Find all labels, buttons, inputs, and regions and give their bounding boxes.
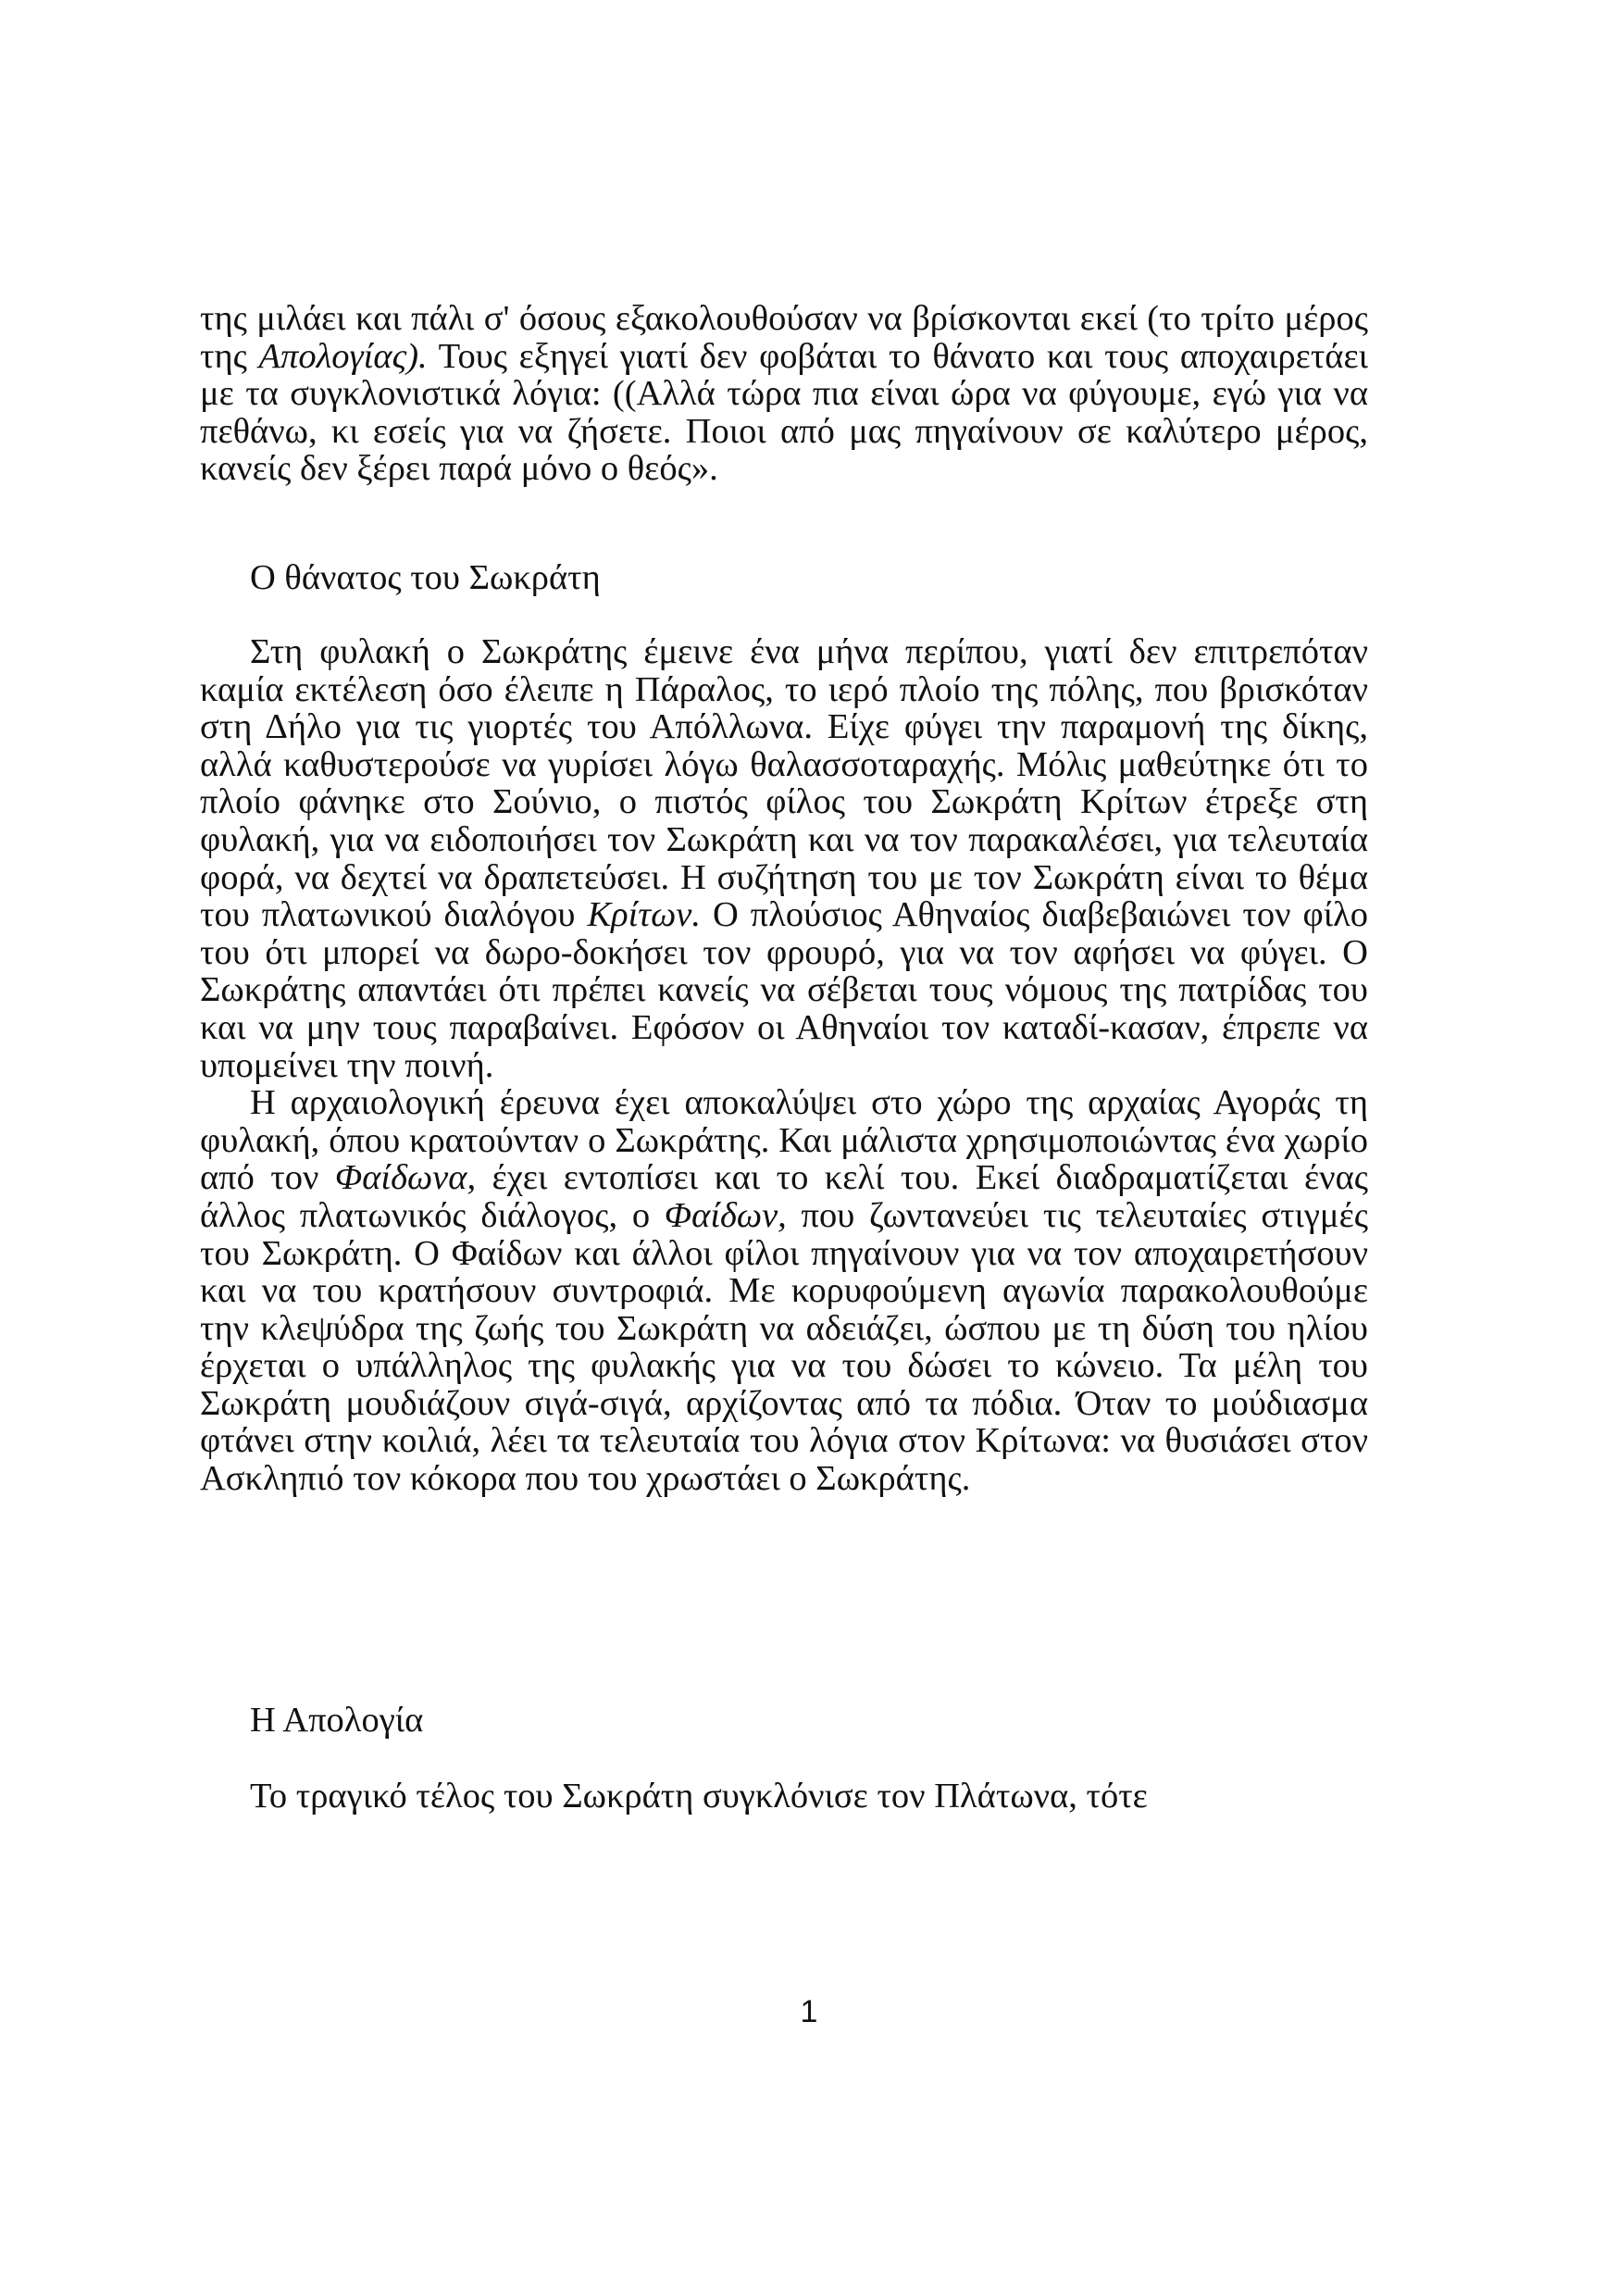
text-run: που ζωντανεύει τις τελευταίες στιγμές του Σωκράτη. Ο Φαίδων και άλλοι φίλοι πηγαίνουν για να τον αποχαιρετήσουν και να του κρατήσουν συντροφιά. Με κορυφούμενη αγωνία παρακολουθούμε την κλεψύδρα της ζωής του Σωκράτη να αδειάζει, ώσπου με τη δύση του ηλίου έρχεται ο υπάλληλος της φυλακής για να του δώσει το κώνειο. Τα μέλη του Σωκράτη μουδιάζουν σιγά-σιγά, αρχίζοντας από τα πόδια. Όταν το μούδιασμα φτάνει στην κοιλιά, λέει τα τελευταία του λόγια στον Κρίτωνα: να θυσιάσει στον Ασκληπιό τον κόκορα που του χρωστάει ο Σωκράτης. (200, 1195, 1368, 1499)
italic-title-phaedo: Φαίδων, (664, 1195, 787, 1235)
paragraph-archaeology (200, 1084, 1368, 1498)
text-run: Ο πλούσιος Αθηναίος διαβεβαιώνει τον φίλο του ότι μπορεί να δωρο-δοκήσει τον φρουρό, για να τον αφήσει να φύγει. Ο Σωκράτης απαντάει ότι πρέπει κανείς να σέβεται τους νόμους της πατρίδας του και να μην τους παραβαίνει. Εφόσον οι Αθηναίοι τον καταδί-κασαν, έπρεπε να υπομείνει την ποινή. (200, 895, 1368, 1085)
text-run: της μιλάει και πάλι σ' όσους εξακολουθούσαν να βρίσκονται εκεί (το τρίτο μέρος της (200, 299, 1368, 376)
section-body-death-of-socrates (200, 633, 1368, 1498)
italic-title-apologia: Απολογίας). (258, 336, 428, 376)
paragraph-prison (200, 633, 1368, 1084)
page-number: 1 (800, 1994, 818, 2029)
text-run: Η αρχαιολογική έρευνα έχει αποκαλύψει στο χώρο της αρχαίας Αγοράς τη φυλακή, όπου κρατούνταν ο Σωκράτης. Και μάλιστα χρησιμοποιώντας ένα χωρίο από τον (200, 1083, 1368, 1198)
paragraph-apology-farewell (200, 300, 1368, 488)
italic-title-phaedo-acc: Φαίδωνα, (334, 1158, 477, 1198)
text-run: Στη φυλακή ο Σωκράτης έμεινε ένα μήνα περίπου, γιατί δεν επιτρεπόταν καμία εκτέλεση όσο έλειπε η Πάραλος, το ιερό πλοίο της πόλης, που βρισκόταν στη Δήλο για τις γιορτές του Απόλλωνα. Είχε φύγει την παραμονή της δίκης, αλλά καθυστερούσε να γυρίσει λόγω θαλασσοταραχής. Μόλις μαθεύτηκε ότι το πλοίο φάνηκε στο Σούνιο, ο πιστός φίλος του Σωκράτη Κρίτων έτρεξε στη φυλακή, για να ειδοποιήσει τον Σωκράτη και να τον παρακαλέσει, για τελευταία φορά, να δεχτεί να δραπετεύσει. Η συζήτηση του με τον Σωκράτη είναι το θέμα του πλατωνικού διαλόγου (200, 632, 1368, 935)
italic-title-crito: Κρίτων. (587, 895, 701, 935)
section-heading-death-of-socrates: Ο θάνατος του Σωκράτη (250, 558, 601, 597)
text-run: έχει εντοπίσει και το κελί του. Εκεί διαδραματίζεται ένας άλλος πλατωνικός διάλογος, ο (200, 1158, 1368, 1235)
section-heading-apology: Η Απολογία (250, 1701, 424, 1740)
text-run: Τους εξηγεί γιατί δεν φοβάται το θάνατο και τους αποχαιρετάει με τα συγκλονιστικά λόγια: ((Αλλά τώρα πια είναι ώρα να φύγουμε, εγώ για να πεθάνω, κι εσείς για να ζήσετε. Ποιοι από μας πηγαίνουν σε καλύτερο μέρος, κανείς δεν ξέρει παρά μόνο ο θεός». (200, 336, 1368, 489)
paragraph-text (200, 300, 1368, 488)
paragraph-apology-start: Το τραγικό τέλος του Σωκράτη συγκλόνισε τον Πλάτωνα, τότε (250, 1777, 1148, 1816)
